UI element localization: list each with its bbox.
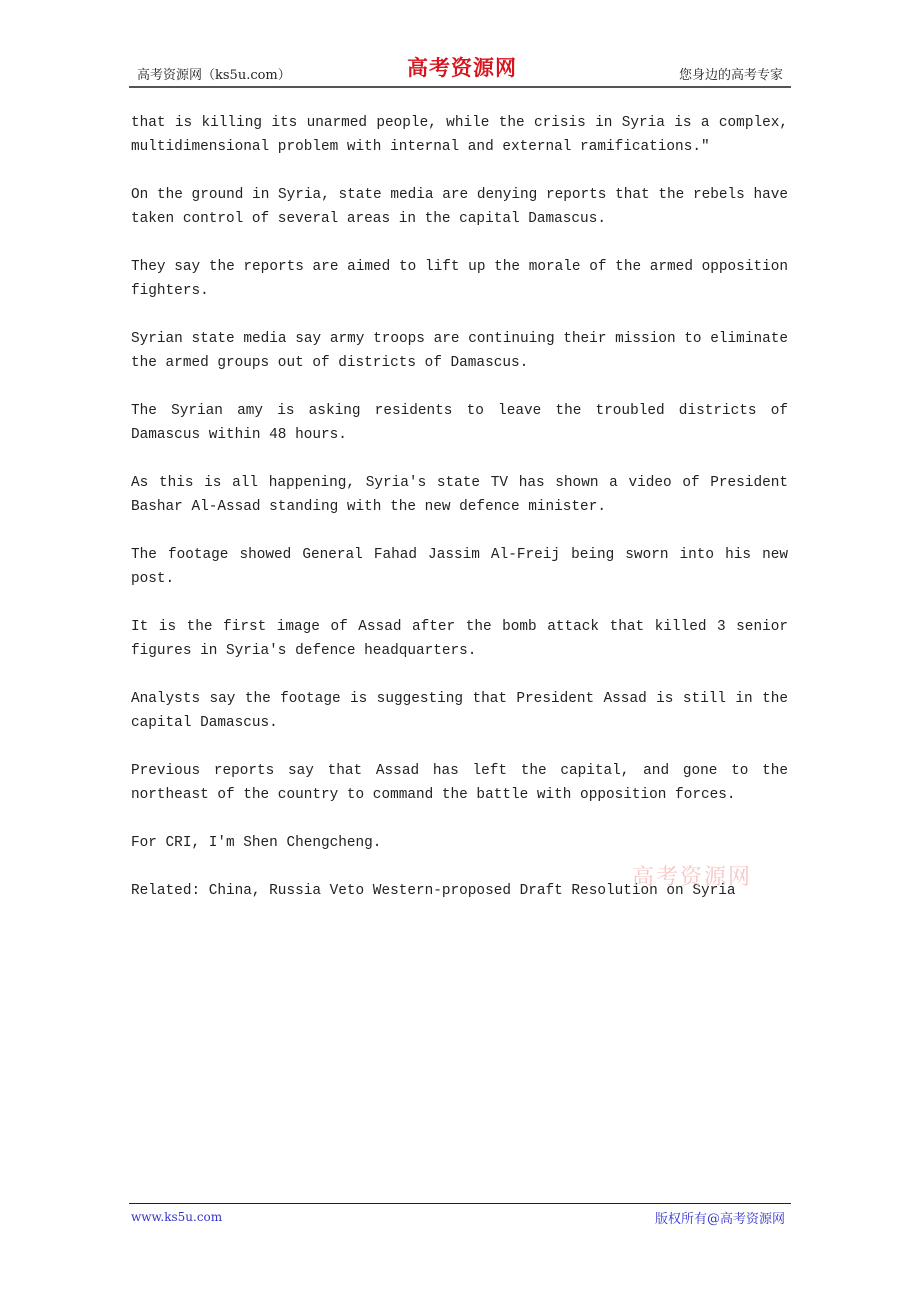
paragraph: that is killing its unarmed people, while the crisis in Syria is a complex, multidimensional problem with internal and external ramifications." [131,115,788,155]
paragraph: For CRI, I'm Shen Chengcheng. [131,835,382,851]
article-body [131,111,788,927]
related-link: Related: China, Russia Veto Western-proposed Draft Resolution on Syria [131,883,736,899]
watermark: 高考资源网 [632,865,753,890]
header-logo: 高考资源网 [407,55,517,80]
paragraph: As this is all happening, Syria's state TV has shown a video of President Bashar Al-Assad standing with the new defence minister. [131,475,788,515]
paragraph: It is the first image of Assad after the bomb attack that killed 3 senior figures in Syria's defence headquarters. [131,619,788,659]
page-footer [129,1203,791,1227]
paragraph: On the ground in Syria, state media are denying reports that the rebels have taken control of several areas in the capital Damascus. [131,187,788,227]
paragraph: The footage showed General Fahad Jassim Al-Freij being sworn into his new post. [131,547,788,587]
header-site-name: 高考资源网（ks5u.com） [137,68,291,83]
paragraph: Previous reports say that Assad has left the capital, and gone to the northeast of the country to command the battle with opposition forces. [131,763,788,803]
footer-url[interactable]: www.ks5u.com [131,1210,223,1224]
paragraph: The Syrian amy is asking residents to leave the troubled districts of Damascus within 48 hours. [131,403,788,443]
header-slogan: 您身边的高考专家 [678,68,783,83]
page-header [129,50,791,88]
footer-copyright: 版权所有@高考资源网 [654,1212,785,1227]
paragraph: They say the reports are aimed to lift up the morale of the armed opposition fighters. [131,259,788,299]
paragraph: Analysts say the footage is suggesting that President Assad is still in the capital Damascus. [131,691,788,731]
paragraph: Syrian state media say army troops are continuing their mission to eliminate the armed groups out of districts of Damascus. [131,331,788,371]
